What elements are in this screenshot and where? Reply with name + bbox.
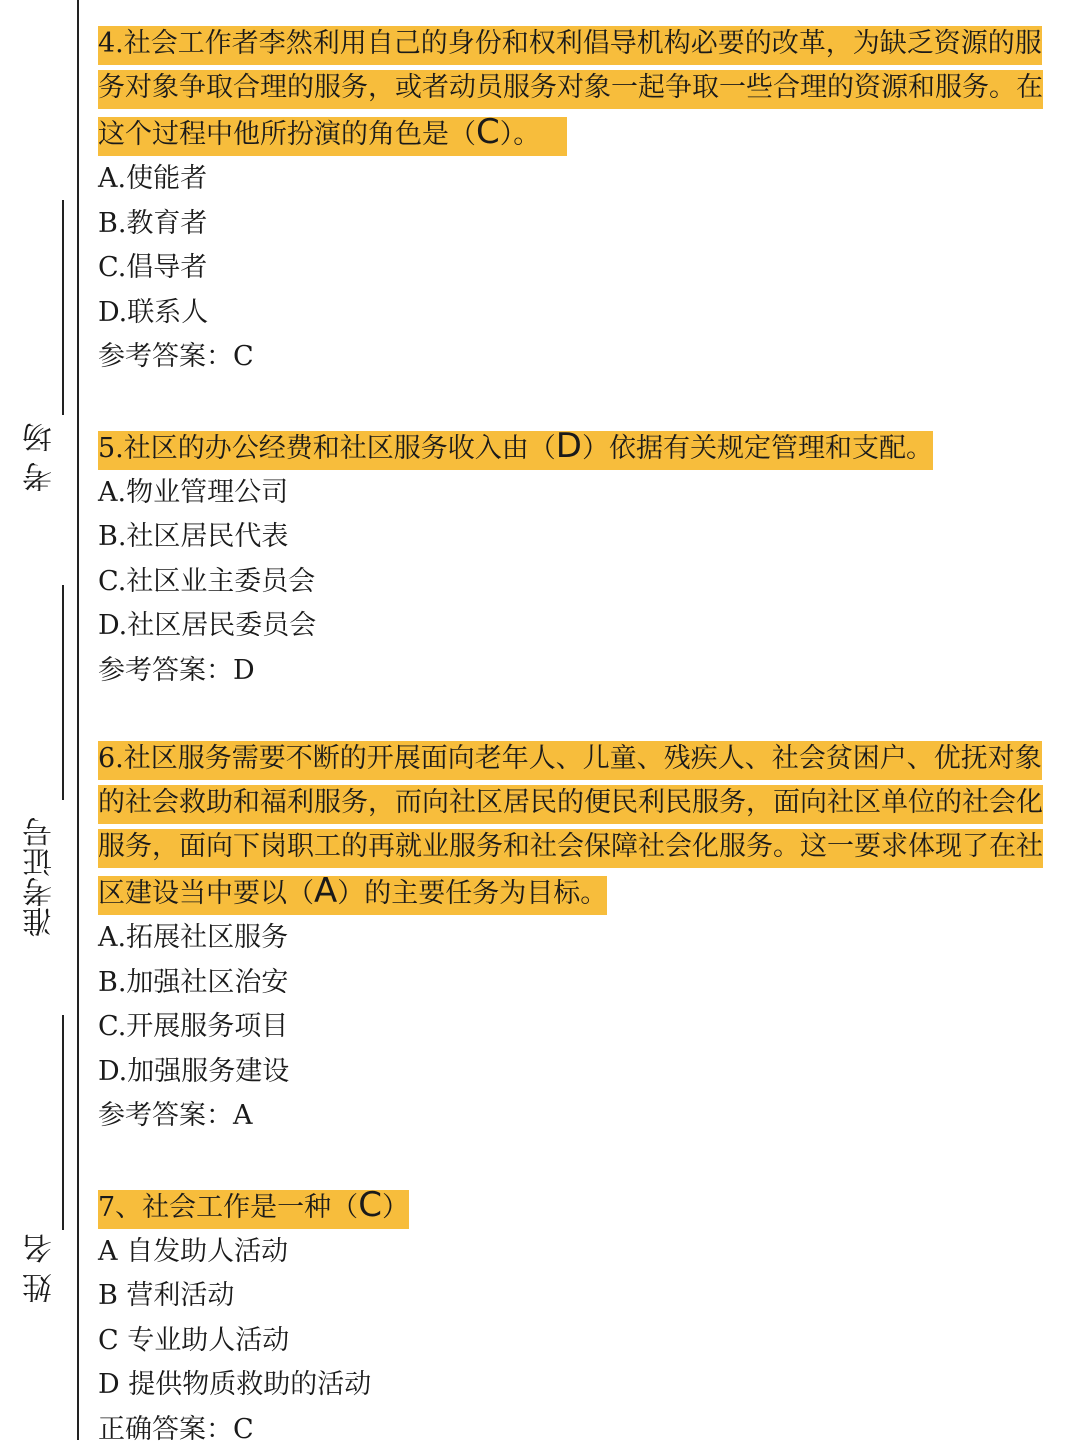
exam-questions <box>98 22 1060 1452</box>
exam-room-label: 考 场 <box>24 412 58 502</box>
admission-number-label: 准考证号 <box>24 812 58 942</box>
option-c: C.社区业主委员会 <box>98 560 1060 605</box>
option-a: A.物业管理公司 <box>98 471 1060 516</box>
highlight: 7、社会工作是一种（C） <box>98 1190 409 1229</box>
option-a: A.使能者 <box>98 157 1060 202</box>
option-b: B.加强社区治安 <box>98 961 1060 1006</box>
option-c: C 专业助人活动 <box>98 1319 1060 1364</box>
question-stem <box>98 22 1060 157</box>
filled-answer: C <box>358 1185 382 1225</box>
option-b: B 营利活动 <box>98 1274 1060 1319</box>
filled-answer: C <box>476 112 500 152</box>
question-stem <box>98 737 1060 916</box>
option-d: D.联系人 <box>98 291 1060 336</box>
binding-margin-rule <box>77 0 79 1440</box>
reference-answer: 参考答案：A <box>98 1094 1060 1139</box>
correct-answer: 正确答案：C <box>98 1408 1060 1452</box>
option-a: A 自发助人活动 <box>98 1230 1060 1275</box>
admission-number-underline <box>62 585 64 800</box>
option-d: D 提供物质救助的活动 <box>98 1363 1060 1408</box>
option-b: B.教育者 <box>98 202 1060 247</box>
option-c: C.倡导者 <box>98 246 1060 291</box>
question-4 <box>98 22 1060 380</box>
question-stem <box>98 424 1060 471</box>
name-label: 姓 名 <box>24 1228 58 1308</box>
reference-answer: 参考答案：C <box>98 335 1060 380</box>
option-b: B.社区居民代表 <box>98 515 1060 560</box>
highlight: 6.社区服务需要不断的开展面向老年人、儿童、残疾人、社会贫困户、优抚对象的社会救助和福利服务，而向社区居民的便民利民服务，面向社区单位的社会化服务，面向下岗职工的再就业服务和社会保障社会化服务。这一要求体现了在社区建设当中要以（A）的主要任务为目标。 <box>98 741 1043 915</box>
filled-answer: D <box>556 426 582 466</box>
name-underline <box>62 1015 64 1230</box>
question-6 <box>98 737 1060 1139</box>
highlight: 5.社区的办公经费和社区服务收入由（D）依据有关规定管理和支配。 <box>98 431 933 470</box>
option-c: C.开展服务项目 <box>98 1005 1060 1050</box>
filled-answer: A <box>314 871 337 911</box>
binding-margin <box>0 0 80 1440</box>
reference-answer: 参考答案：D <box>98 649 1060 694</box>
question-stem <box>98 1183 1060 1230</box>
question-5 <box>98 424 1060 694</box>
option-a: A.拓展社区服务 <box>98 916 1060 961</box>
highlight: 4.社会工作者李然利用自己的身份和权利倡导机构必要的改革，为缺乏资源的服务对象争取合理的服务，或者动员服务对象一起争取一些合理的资源和服务。在这个过程中他所扮演的角色是（C）。 <box>98 26 1043 156</box>
exam-room-underline <box>62 200 64 415</box>
option-d: D.加强服务建设 <box>98 1050 1060 1095</box>
question-7 <box>98 1183 1060 1452</box>
option-d: D.社区居民委员会 <box>98 604 1060 649</box>
